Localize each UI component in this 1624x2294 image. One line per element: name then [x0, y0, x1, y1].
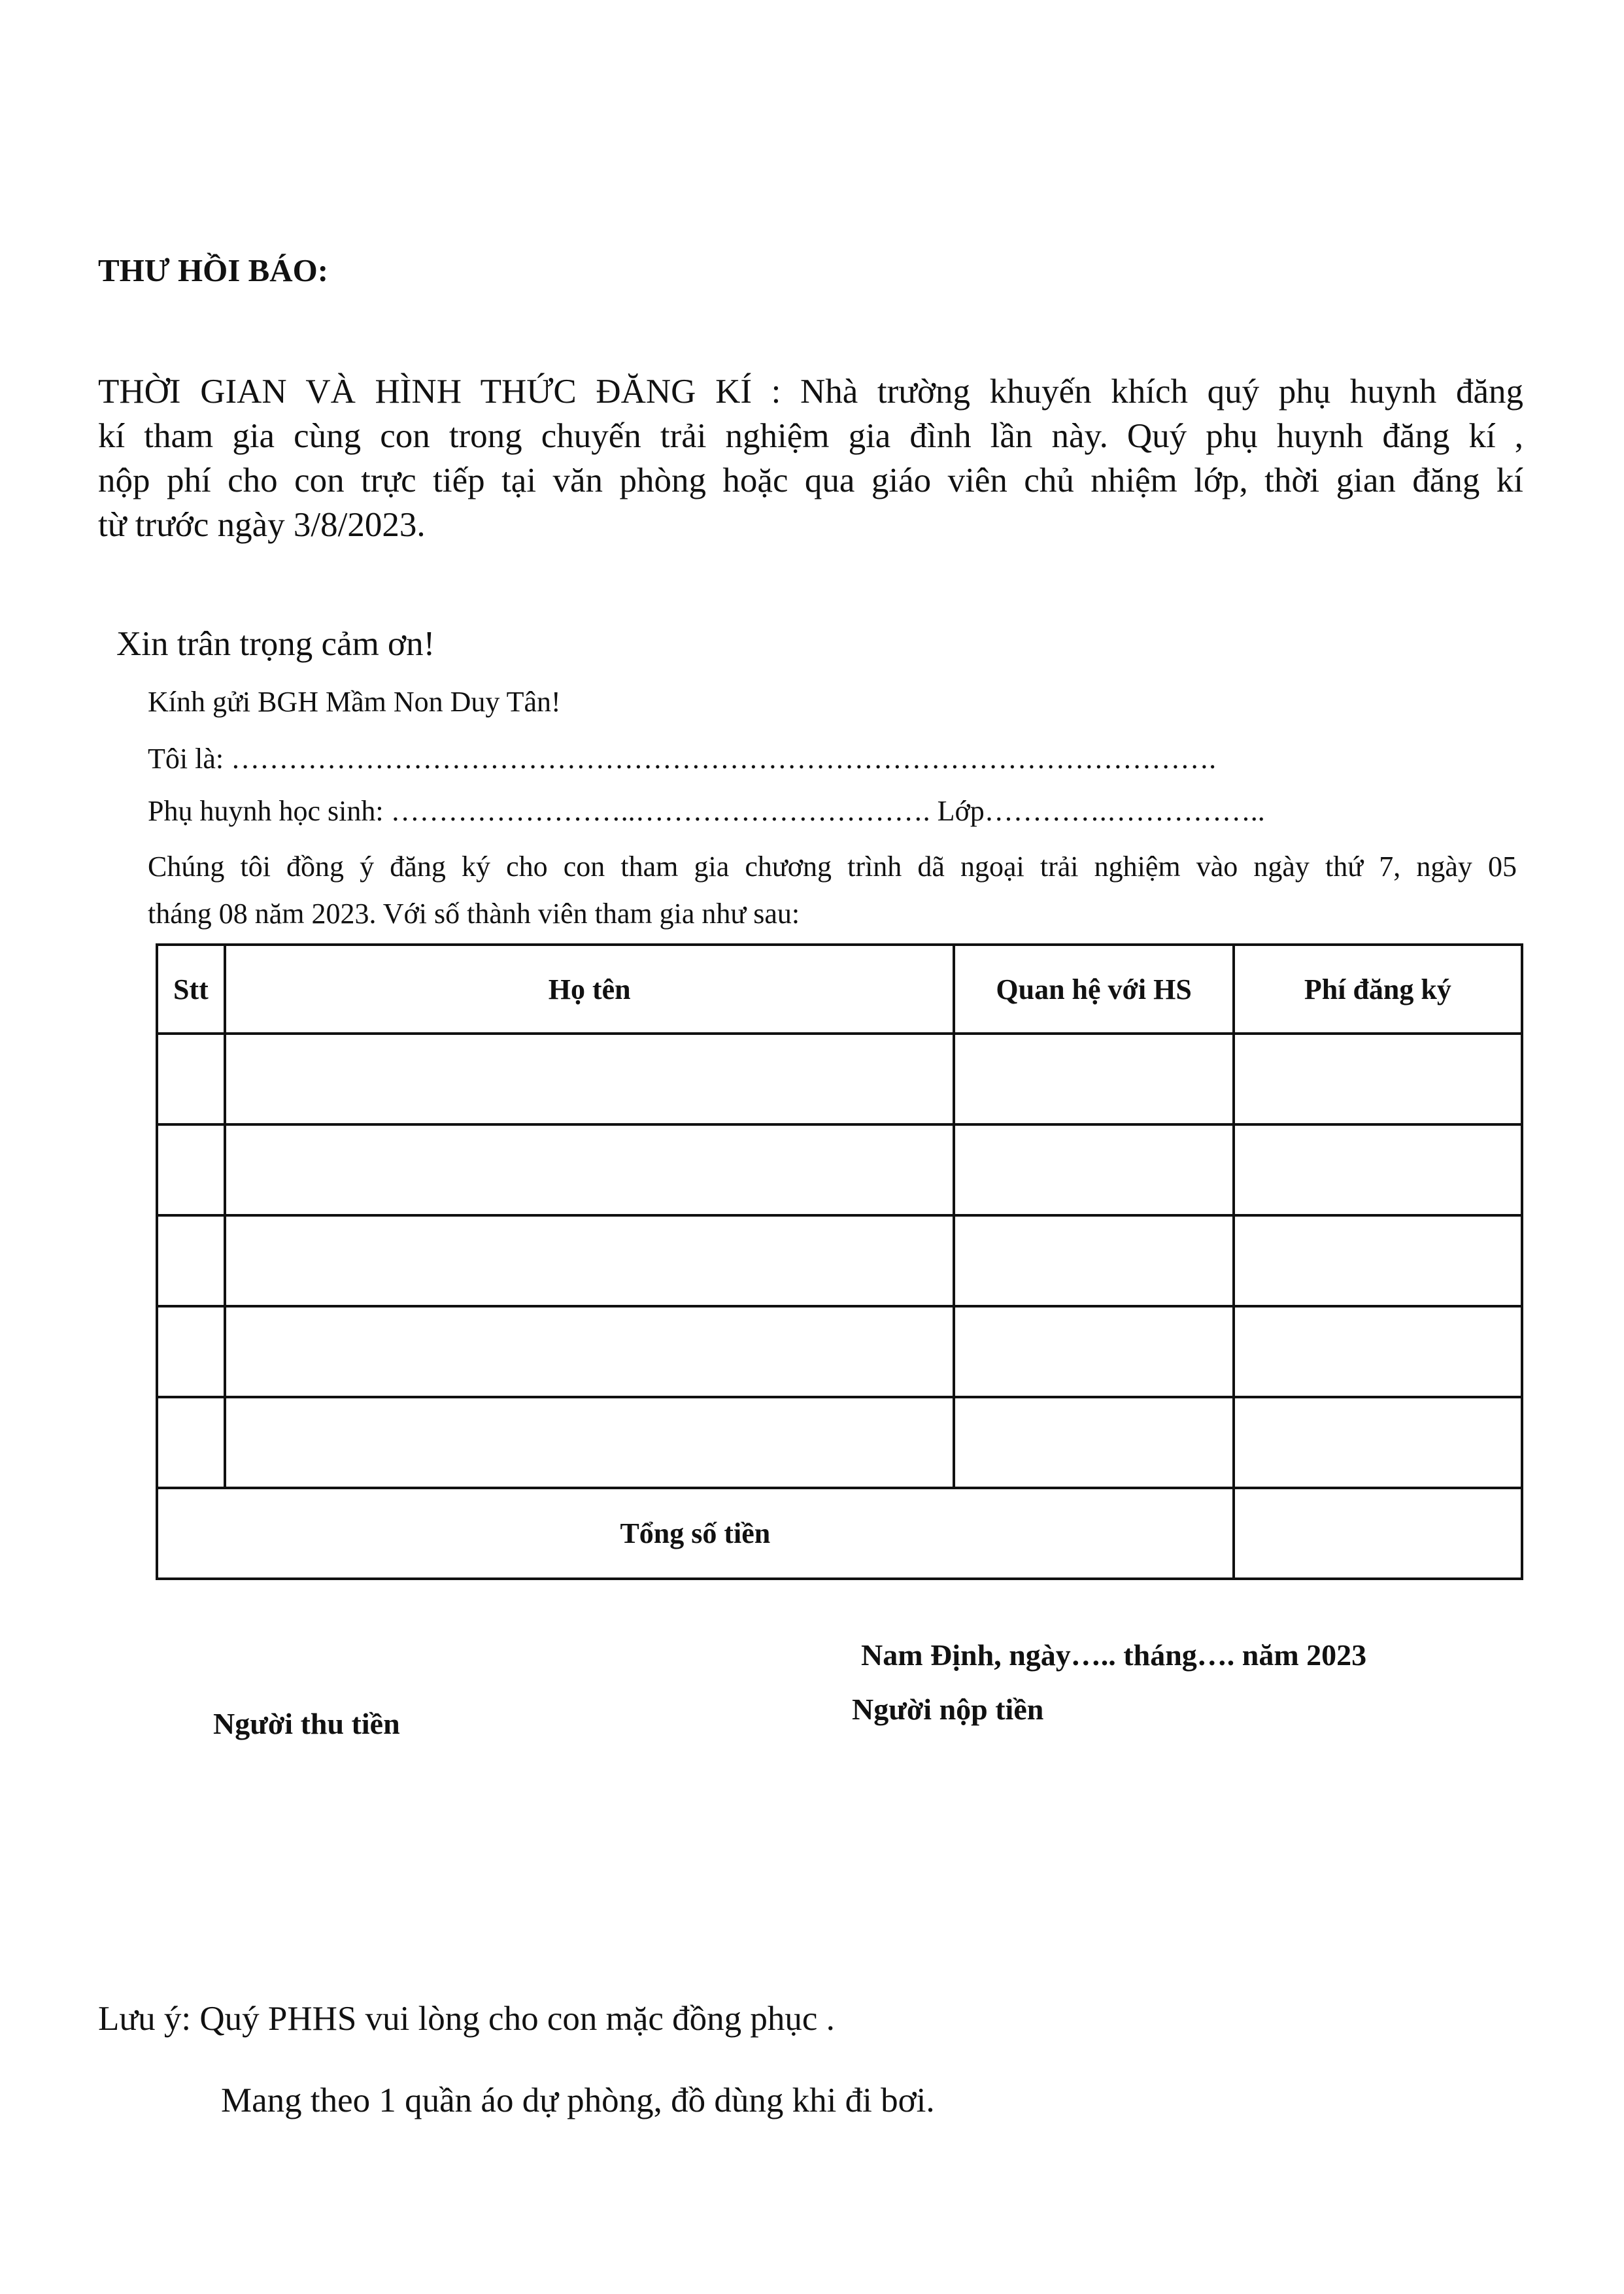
stt-cell[interactable]: [157, 1034, 225, 1124]
fee-cell[interactable]: [1234, 1124, 1522, 1215]
table-row: [157, 1034, 1522, 1124]
header-relation: Quan hệ với HS: [954, 945, 1233, 1034]
relation-cell[interactable]: [954, 1034, 1233, 1124]
date-line: Nam Định, ngày….. tháng…. năm 2023: [861, 1638, 1367, 1672]
table-header-row: [157, 945, 1522, 1034]
thanks-line: Xin trân trọng cảm ơn!: [116, 625, 435, 663]
collector-signature-label: Người thu tiền: [213, 1707, 400, 1740]
total-row: [157, 1488, 1522, 1579]
name-cell[interactable]: [225, 1124, 955, 1215]
letter-title: THƯ HỒI BÁO:: [98, 252, 329, 288]
fee-cell[interactable]: [1234, 1306, 1522, 1397]
header-stt: Stt: [157, 945, 225, 1034]
stt-cell[interactable]: [157, 1124, 225, 1215]
relation-cell[interactable]: [954, 1124, 1233, 1215]
agreement-paragraph: [148, 843, 1517, 937]
name-cell[interactable]: [225, 1397, 955, 1488]
stt-cell[interactable]: [157, 1397, 225, 1488]
stt-cell[interactable]: [157, 1306, 225, 1397]
name-cell[interactable]: [225, 1034, 955, 1124]
greeting-line: Kính gửi BGH Mầm Non Duy Tân!: [148, 686, 561, 718]
registration-line: từ trước ngày 3/8/2023.: [98, 506, 426, 544]
relation-cell[interactable]: [954, 1215, 1233, 1306]
registration-paragraph: [98, 369, 1523, 547]
total-amount-cell[interactable]: [1234, 1488, 1522, 1579]
agreement-line: Chúng tôi đồng ý đăng ký cho con tham gia chương trình dã ngoại trải nghiệm vào ngày thứ 7, ngày 05: [148, 851, 1517, 883]
registration-table: [156, 943, 1523, 1580]
registration-line: THỜI GIAN VÀ HÌNH THỨC ĐĂNG KÍ : Nhà trường khuyến khích quý phụ huynh đăng: [98, 373, 1523, 411]
relation-cell[interactable]: [954, 1397, 1233, 1488]
table-row: [157, 1124, 1522, 1215]
header-fee: Phí đăng ký: [1234, 945, 1522, 1034]
name-cell[interactable]: [225, 1306, 955, 1397]
table-row: [157, 1397, 1522, 1488]
stt-cell[interactable]: [157, 1215, 225, 1306]
fee-cell[interactable]: [1234, 1397, 1522, 1488]
fee-cell[interactable]: [1234, 1034, 1522, 1124]
table-row: [157, 1306, 1522, 1397]
note-line-2: Mang theo 1 quần áo dự phòng, đồ dùng khi đi bơi.: [221, 2082, 935, 2119]
relation-cell[interactable]: [954, 1306, 1233, 1397]
parent-field-line: Phụ huynh học sinh: ……………………..…………………………. Lớp………….……………..: [148, 795, 1265, 827]
total-label: Tổng số tiền: [157, 1488, 1234, 1579]
name-cell[interactable]: [225, 1215, 955, 1306]
note-line-1: Lưu ý: Quý PHHS vui lòng cho con mặc đồng phục .: [98, 2000, 835, 2038]
name-field-line: Tôi là: ………………………………………………………………………………………….: [148, 743, 1217, 775]
table-row: [157, 1215, 1522, 1306]
registration-line: nộp phí cho con trực tiếp tại văn phòng hoặc qua giáo viên chủ nhiệm lớp, thời gian đăng kí: [98, 462, 1523, 499]
header-name: Họ tên: [225, 945, 955, 1034]
payer-signature-label: Người nộp tiền: [852, 1693, 1044, 1726]
registration-line: kí tham gia cùng con trong chuyến trải nghiệm gia đình lần này. Quý phụ huynh đăng kí ,: [98, 417, 1523, 455]
fee-cell[interactable]: [1234, 1215, 1522, 1306]
agreement-line: tháng 08 năm 2023. Với số thành viên tham gia như sau:: [148, 898, 800, 930]
